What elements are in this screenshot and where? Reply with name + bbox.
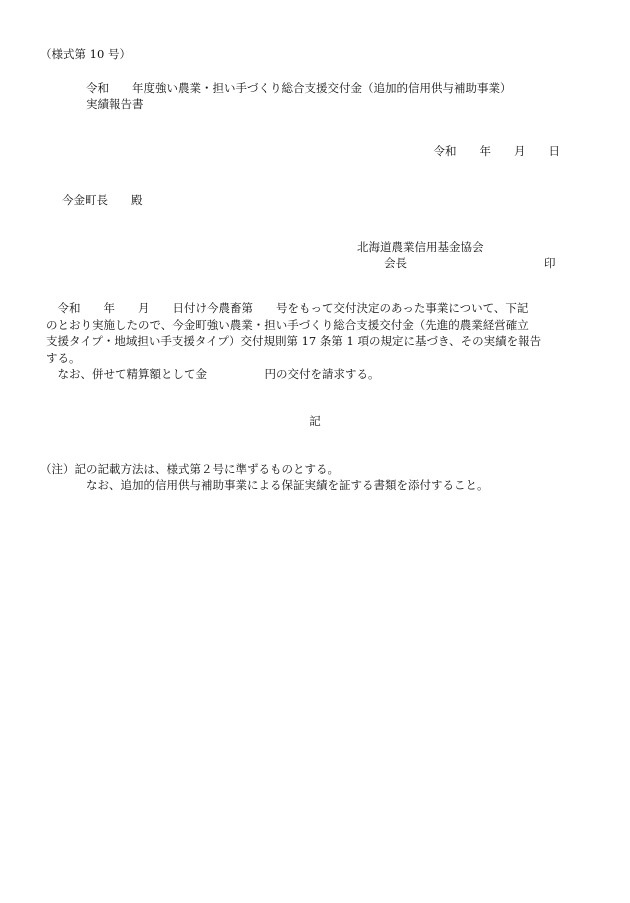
date-line: 令和 年 月 日 [433, 144, 560, 158]
report-body [46, 300, 586, 383]
seal-mark: 印 [544, 256, 556, 270]
addressee: 今金町長 殿 [62, 193, 143, 207]
document-title-line-1: 令和 年度強い農業・担い手づくり総合支援交付金（追加的信用供与補助事業） [86, 81, 512, 95]
sender-organization: 北海道農業信用基金協会 [357, 240, 484, 254]
ki-heading: 記 [309, 414, 321, 428]
document-title-line-2: 実績報告書 [86, 97, 144, 111]
note-line-2: なお、追加的信用供与補助事業による保証実績を証する書類を添付すること。 [86, 478, 489, 492]
body-line-2: のとおり実施したので、今金町強い農業・担い手づくり総合支援交付金（先進的農業経営確立 [46, 317, 529, 332]
body-line-1: 令和 年 月 日付け今農畜第 号をもって交付決定のあった事業について、下記 [46, 301, 529, 315]
form-number: （様式第 10 号） [40, 47, 131, 61]
note-line-1: （注）記の記載方法は、様式第２号に準ずるものとする。 [40, 462, 339, 476]
sender-title: 会長 [384, 256, 407, 270]
body-line-3: 支援タイプ・地域担い手支援タイプ）交付規則第 17 条第 1 項の規定に基づき、その実績を報告 [46, 334, 542, 348]
body-line-4: する。 [46, 350, 81, 365]
body-line-5: なお、併せて精算額として金 円の交付を請求する。 [46, 367, 380, 381]
